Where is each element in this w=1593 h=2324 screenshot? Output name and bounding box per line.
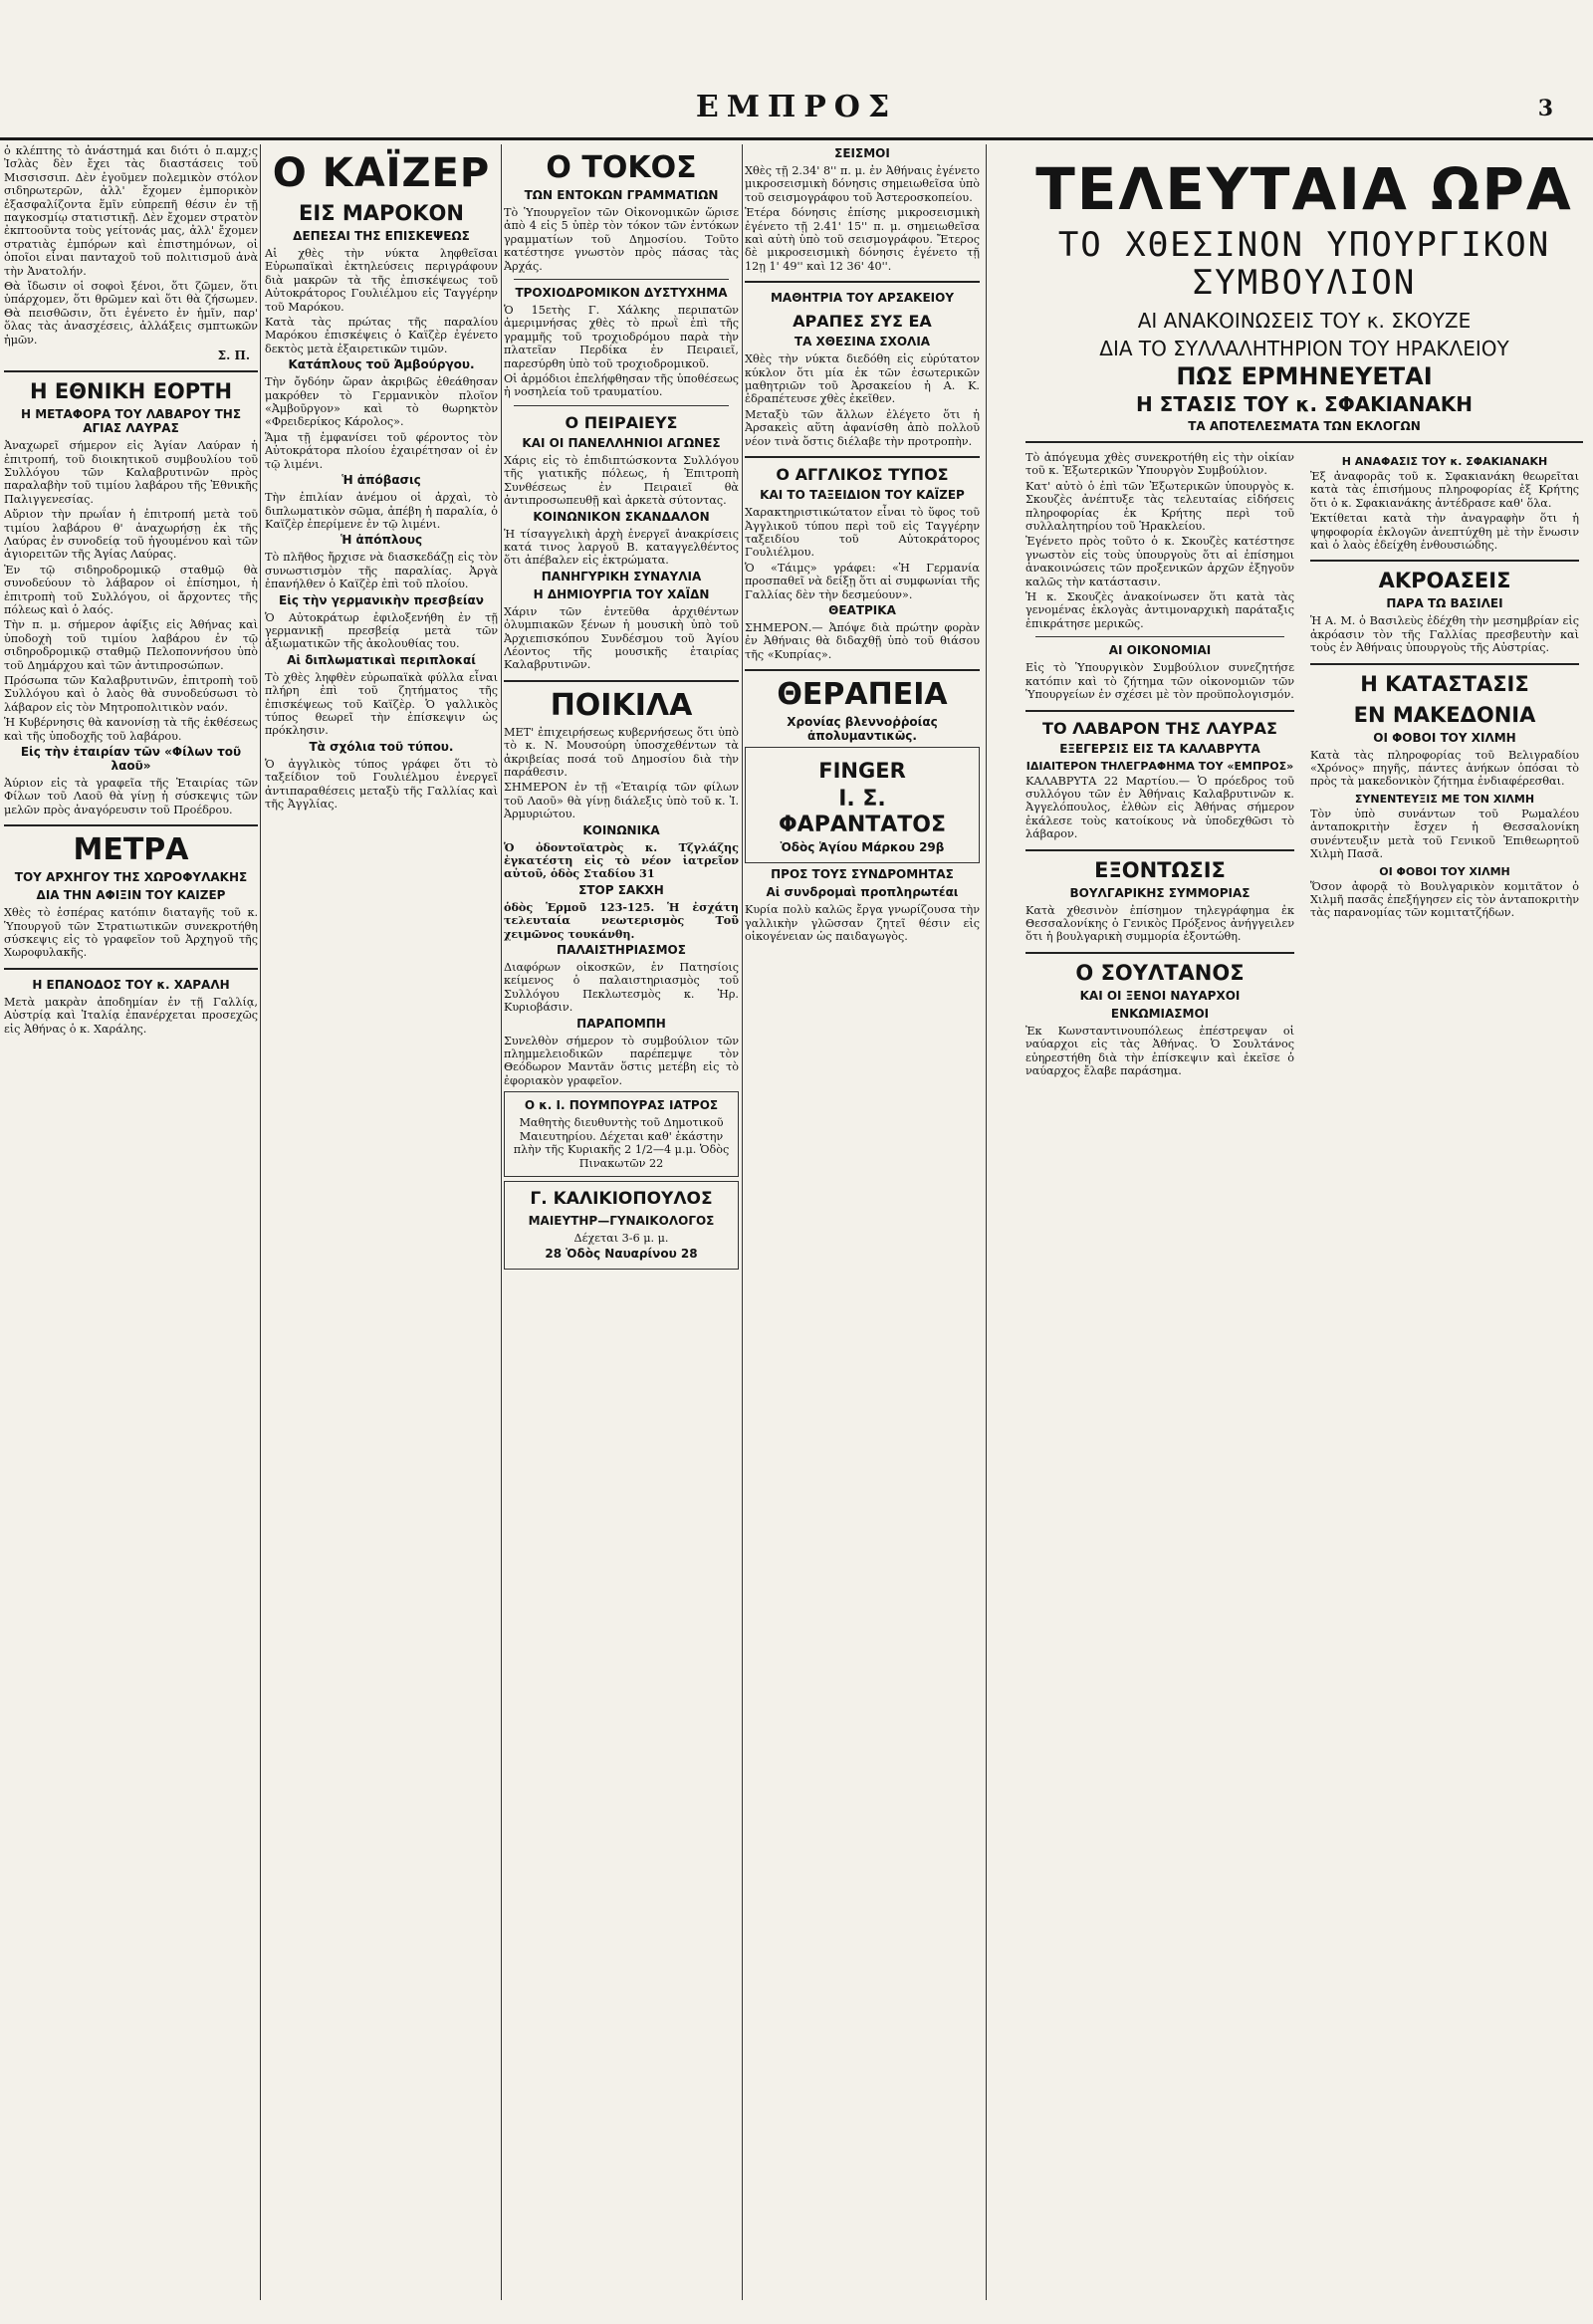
subheadline: ΟΙ ΦΟΒΟΙ ΤΟΥ ΧΙΛΜΗ	[1373, 730, 1516, 745]
article-text: Αὔριον τὴν πρωΐαν ἡ ἐπιτροπή μετὰ τοῦ τιμίου λαβάρου θ' ἀναχωρήσῃ ἐκ τῆς Λαύρας ἐν συνοδείᾳ τοῦ ἡγουμένου καὶ τῶν ἁγιορειτῶν τῆς Ἁγίας Λαύρας.	[4, 508, 258, 562]
ad-text: Μαθητὴς διευθυντὴς τοῦ Δημοτικοῦ Μαιευτηρίου. Δέχεται καθ' ἑκάστην πλὴν τῆς Κυριακῆς 2 1/2—4 μ.μ. Ὁδὸς Πινακωτῶν 22	[513, 1116, 730, 1170]
article-text: Ἐξ ἀναφορᾶς τοῦ κ. Σφακιανάκη θεωρεῖται κατὰ τὰς ἐπισήμους πληροφορίας ἐξ Κρήτης ὅτι ὁ κ. Σφακιανάκης ἀντέδρασε καθ' ὅλα.	[1310, 470, 1579, 510]
article-text: Κατ' αὐτὸ ὁ ἐπὶ τῶν Ἐξωτερικῶν ὑπουργὸς κ. Σκουζὲς ἀνέπτυξε τὰς τελευταίας εἰδήσεις πληροφορίας ἐκ Κρήτης περὶ τοῦ συλλαλητηρίου τοῦ Ἡρακλείου.	[1025, 479, 1294, 534]
ad-title: FINGER	[818, 759, 906, 784]
article-text: Χάρις εἰς τὸ ἐπιδιπτώσκοντα Συλλόγου τῆς γιατικῆς πόλεως, ἡ Ἑπιτροπὴ Συνθέσεως ἐν Πειραιεῖ θὰ ἀντιπροσωπευθῇ καὶ ἀρκετὰ σύτοντας.	[504, 453, 739, 508]
article-text: ΜΕΤ' ἐπιχειρήσεως κυβερνήσεως ὅτι ὑπὸ τὸ κ. Ν. Μουσούρη ὑποσχεθέντων τὰ ἀκριβείας ποσά τοῦ Δημοσίου διὰ τὴν παράθεσιν.	[504, 725, 739, 779]
column-rule	[260, 144, 261, 2300]
subheadline: ΤΩΝ ΕΝΤΟΚΩΝ ΓΡΑΜΜΑΤΙΩΝ	[524, 188, 719, 202]
article-text: Κατὰ τὰς πληροφορίας τοῦ Βελιγραδίου «Χρόνος» πηγῆς, πάντες ἀνήκων ὁπόσαι τὸ πρὸς τὰ μακεδονικὸν ζήτημα ἐνδιαφέρεσθαι.	[1310, 748, 1579, 789]
subheadline: ΤΑ ΑΠΟΤΕΛΕΣΜΑΤΑ ΤΩΝ ΕΚΛΟΓΩΝ	[1188, 419, 1421, 433]
top-rule	[0, 137, 1593, 140]
headline: Ο ΣΟΥΛΤΑΝΟΣ	[1075, 960, 1245, 985]
subheadline: ΔΕΠΕΣΑΙ ΤΗΣ ΕΠΙΣΚΕΨΕΩΣ	[293, 229, 470, 243]
signature: Σ. Π.	[217, 349, 250, 363]
masthead	[0, 90, 1593, 139]
subheadline: Αἱ συνδρομαὶ προπληρωτέαι	[766, 885, 959, 900]
advertisement	[504, 1091, 739, 1177]
subheadline: ΤΑ ΧΘΕΣΙΝΑ ΣΧΟΛΙΑ	[794, 335, 931, 349]
column-rule	[986, 144, 987, 2300]
headline: ΤΟ ΛΑΒΑΡΟΝ ΤΗΣ ΛΑΥΡΑΣ	[1042, 718, 1277, 738]
subheadline: ΠΩΣ ΕΡΜΗΝΕΥΕΤΑΙ	[1176, 362, 1433, 390]
subheadline: Εἰς τὴν ἑταιρίαν τῶν «Φίλων τοῦ λαοῦ»	[20, 745, 242, 774]
article-text: Ἀναχωρεῖ σήμερον εἰς Ἁγίαν Λαύραν ἡ ἐπιτροπή, τοῦ διοικητικοῦ συμβουλίου τοῦ Συλλόγου τῶν Καλαβρυτινῶν πρὸς παραλαβὴν τοῦ τιμίου λαβάρου τῆς Ἐθνικῆς Παλιγγενεσίας.	[4, 439, 258, 506]
article-text: Χθὲς τὴν νύκτα διεδόθη εἰς εὐρύτατον κύκλον ὅτι μία ἐκ τῶν ἐσωτερικῶν μαθητριῶν τοῦ Ἀρσακείου ἡ Α. Κ. ἐδραπέτευσε χθὲς ἐκεῖθεν.	[745, 352, 980, 406]
article-text: Χθὲς τὸ ἑσπέρας κατόπιν διαταγῆς τοῦ κ. Ὑπουργοῦ τῶν Στρατιωτικῶν συνεκροτήθη σύσκεψις εἰς τὸ γραφεῖον τοῦ Ἀρχηγοῦ τῆς Χωροφυλακῆς.	[4, 906, 258, 960]
subheadline: Η ΕΠΑΝΟΔΟΣ ΤΟΥ κ. ΧΑΡΑΛΗ	[32, 977, 230, 992]
advertisement	[745, 747, 980, 863]
subheadline: ΠΑΡΑ ΤΩ ΒΑΣΙΛΕΙ	[1386, 596, 1503, 611]
divider	[1025, 849, 1294, 851]
headline: Η ΚΑΤΑΣΤΑΣΙΣ	[1360, 671, 1529, 696]
subheadline: ΑΙ ΟΙΚΟΝΟΜΙΑΙ	[1108, 643, 1212, 658]
subheadline: ΔΙΑ ΤΟ ΣΥΛΛΑΛΗΤΗΡΙΟΝ ΤΟΥ ΗΡΑΚΛΕΙΟΥ	[1099, 337, 1509, 360]
subheadline: ΠΑΡΑΠΟΜΠΗ	[576, 1016, 666, 1031]
headline: ΑΡΑΠΕΣ ΣΥΣ ΕΑ	[793, 312, 932, 332]
article-text: Τὴν ἐπιλίαν ἀνέμου οἱ ἀρχαὶ, τὸ διπλωματικὸν σῶμα, ἀπέβη ἡ παραλία, ὁ Καϊζὲρ ἐπερίμενε ἐν τῷ λιμένι.	[265, 491, 498, 531]
subheadline: Κατάπλους τοῦ Ἀμβούργου.	[288, 357, 475, 372]
ad-text: ὁδὸς Ἑρμοῦ 123-125. Ἡ ἐσχάτη τελευταία νεωτερισμὸς Τοῦ χειμῶνος τουκάνθη.	[504, 899, 739, 941]
article-text: Αἱ χθὲς τὴν νύκτα ληφθεῖσαι Εὐρωπαϊκαὶ ἐκτηλεύσεις περιγράφουν διὰ μακρῶν τὰ τῆς ἐπισκέψεως τοῦ Αὐτοκράτορος Γουλιέλμου εἰς Ταγγέρην τοῦ Μαρόκου.	[265, 247, 498, 314]
headline: ΕΞΟΝΤΩΣΙΣ	[1094, 857, 1226, 882]
article-text: Ὁ ἀγγλικὸς τύπος γράφει ὅτι τὸ ταξείδιον τοῦ Γουλιέλμου ἐνεργεῖ ἀντιπαραθέσεις μεταξὺ τῆς Γαλλίας καὶ τῆς Ἀγγλίας.	[265, 757, 498, 811]
newspaper-title: ΕΜΠΡΟΣ	[695, 90, 898, 124]
divider	[4, 370, 258, 372]
article-text: Ἡ τίσαγγελικὴ ἀρχὴ ἐνεργεῖ ἀνακρίσεις κατά τινος λαργοῦ Β. καταγγελθέντος ὅτι ἀπέβαλεν εἰς ἐκτρώματα.	[504, 527, 739, 568]
article-text: Ὅσον ἀφορᾷ τὸ Βουλγαρικὸν κομιτᾶτον ὁ Χιλμῆ πασᾶς ἐπεξήγησεν εἰς τὸν ἀνταποκριτὴν τὰς παρανομίας τῶν κομιτατζήδων.	[1310, 879, 1579, 920]
subheadline: ΚΑΙ ΤΟ ΤΑΞΕΙΔΙΟΝ ΤΟΥ ΚΑΪΖΕΡ	[760, 488, 965, 503]
headline: ΜΕΤΡΑ	[73, 832, 189, 868]
divider	[1025, 952, 1294, 954]
article-text: Τὴν ὄγδόην ὥραν ἀκριβῶς ἐθεάθησαν μακρόθεν τὸ Γερμανικὸν πλοῖον «Ἀμβοῦργον» καὶ τὸ θωρηκτὸν «Φρειδερίκος Κάρολος».	[265, 375, 498, 429]
article-text: Χθὲς τῇ 2.34' 8'' π. μ. ἐν Ἀθήναις ἐγένετο μικροσεισμικὴ δόνησις σημειωθεῖσα ὑπὸ τοῦ σεισμογράφου τοῦ Ἀστεροσκοπείου.	[745, 164, 980, 204]
headline: ΕΝ ΜΑΚΕΔΟΝΙΑ	[1353, 702, 1536, 727]
article-text: Οἱ ἀρμόδιοι ἐπελήφθησαν τῆς ὑποθέσεως ἡ νοσηλεία τοῦ τραυματίου.	[504, 372, 739, 399]
page-number: 3	[1537, 96, 1553, 121]
article-text: Τὸ Ὑπουργεῖον τῶν Οἰκονομικῶν ὥρισε ἀπὸ 4 εἰς 5 ὑπὲρ τὸν τόκον τῶν ἐντόκων γραμματίων τοῦ Δημοσίου. Τοῦτο κατέστησε γνωστὸν πρὸς πάσας τὰς Ἀρχάς.	[504, 206, 739, 273]
headline: Ο ΠΕΙΡΑΙΕΥΣ	[565, 412, 678, 432]
article-text: Ἡ κ. Σκουζὲς ἀνακοίνωσεν ὅτι κατὰ τὰς γενομένας ἐκλογὰς ἀντιμοναρχικὴ παράταξις ἐπικράτησε μερικῶς.	[1025, 590, 1294, 630]
headline: ΕΙΣ ΜΑΡΟΚΟΝ	[299, 201, 464, 225]
subheadline: ΙΔΙΑΙΤΕΡΟΝ ΤΗΛΕΓΡΑΦΗΜΑ ΤΟΥ «ΕΜΠΡΟΣ»	[1025, 759, 1294, 773]
ad-text: Δέχεται 3-6 μ. μ.	[573, 1231, 669, 1245]
article-text: Κατὰ τὰς πρώτας τῆς παραλίου Μαρόκου ἐπισκέψεις ὁ Καϊζὲρ ἐγένετο δεκτὸς μετὰ ἐξαιρετικῶν τιμῶν.	[265, 316, 498, 355]
headline: Η ΕΘΝΙΚΗ ΕΟΡΤΗ	[29, 379, 233, 404]
article-text: Μεταξὺ τῶν ἄλλων ἐλέγετο ὅτι ἡ Ἀρσακεὶς αὕτη ἀφανίσθη ἀπὸ πολλοῦ νέον τινὰ ὅστις διέλαβε τὴν προτροπὴν.	[745, 407, 980, 448]
subheadline: Η ΔΗΜΙΟΥΡΓΙΑ ΤΟΥ ΧΑΪΔΝ	[533, 586, 710, 601]
article-text: ΚΑΛΑΒΡΥΤΑ 22 Μαρτίου.— Ὁ πρόεδρος τοῦ συλλόγου τῶν ἐν Ἀθήναις Καλαβρυτινῶν κ. Ἀγγελόπουλος, ἐλθὼν εἰς Ἀθήνας σήμερον ἐκάλεσε τοὺς κατοίκους νὰ ὑποδεχθῶσι τὸ λάβαρον.	[1025, 774, 1294, 841]
divider	[1035, 636, 1284, 637]
column-4	[745, 144, 980, 2300]
article-text: ΣΗΜΕΡΟΝ.— Ἀπόψε διὰ πρώτην φορὰν ἐν Ἀθήναις θὰ διδαχθῇ ὑπὸ τοῦ θιάσου τῆς «Κυπρίας».	[745, 620, 980, 661]
article-text: Κυρία πολὺ καλῶς ἔργα γνωρίζουσα τὴν γαλλικὴν γλῶσσαν ζητεῖ θέσιν εἰς οἰκογένειαν ὡς παιδαγωγὸς.	[745, 903, 980, 943]
divider	[1310, 560, 1579, 562]
subheadline: Η ΣΤΑΣΙΣ ΤΟΥ κ. ΣΦΑΚΙΑΝΑΚΗ	[1135, 392, 1474, 416]
ad-name: Ι. Σ. ΦΑΡΑΝΤΑΤΟΣ	[778, 787, 947, 838]
divider	[1025, 710, 1294, 712]
subheadline: ΣΥΝΕΝΤΕΥΞΙΣ ΜΕ ΤΟΝ ΧΙΛΜΗ	[1354, 792, 1535, 806]
headline: Ο ΚΑΪΖΕΡ	[272, 150, 491, 196]
article-text: Ἐγένετο πρὸς τοῦτο ὁ κ. Σκουζὲς κατέστησε γνωστὸν εἰς τοὺς ὑπουργοὺς ὅτι αἱ ἐπίσημοι ἀνακοινώσεις τῶν προξενικῶν ἀρχῶν ἐξηγοῦν καλῶς τὴν κατάστασιν.	[1025, 535, 1294, 588]
article-text: Ἐκ Κωνσταντινουπόλεως ἐπέστρεψαν οἱ ναύαρχοι εἰς τὰς Ἀθήνας. Ὁ Σουλτάνος εὐηρεστήθη διὰ τὴν ἐπίσκεψιν καὶ ἐκεῖσε ὁ ναύαρχος ἔλαβε παράσημα.	[1025, 1024, 1294, 1077]
divider	[504, 680, 739, 682]
ad-text: Ὁ ὀδοντοϊατρὸς κ. Τζγλάζης ἐγκατέστη εἰς τὸ νέον ἰατρεῖον αὐτοῦ, ὁδὸς Σταδίου 31	[504, 839, 739, 881]
subheadline: ΒΟΥΛΓΑΡΙΚΗΣ ΣΥΜΜΟΡΙΑΣ	[1069, 885, 1251, 900]
subheadline: ΚΟΙΝΩΝΙΚΟΝ ΣΚΑΝΔΑΛΟΝ	[533, 509, 710, 524]
divider	[1310, 663, 1579, 665]
article-text: Ἡ Α. Μ. ὁ Βασιλεὺς ἐδέχθη τὴν μεσημβρίαν εἰς ἀκρόασιν τὸν τῆς Γαλλίας πρεσβευτὴν καὶ τοὺς ἐν Ἀθήναις ὑπουργοὺς τῆς Αὐστρίας.	[1310, 614, 1579, 655]
subheadline: ΕΞΕΓΕΡΣΙΣ ΕΙΣ ΤΑ ΚΑΛΑΒΡΥΤΑ	[1059, 741, 1260, 756]
article-text: Ὁ 15ετὴς Γ. Χάλκης περιπατῶν ἀμεριμνήσας χθὲς τὸ πρωῒ ἐπὶ τῆς γραμμῆς τοῦ τροχιοδρόμου παρὰ τὴν πλατεῖαν Περδίκα ἐν Πειραιεῖ, παρεσύρθη ὑπὸ τοῦ τροχιοδρομικοῦ.	[504, 304, 739, 370]
article-text: Τὸ χθὲς ληφθὲν εὐρωπαϊκὰ φύλλα εἶναι πλήρη ἐπὶ τοῦ ζητήματος τῆς ἐπισκέψεως τοῦ Καϊζὲρ. Ὁ γαλλικὸς τύπος θεωρεῖ τὴν ἐπίσκεψιν ὡς πρόκλησιν.	[265, 670, 498, 738]
article-text: Ἑτέρα δόνησις ἐπίσης μικροσεισμικὴ ἐγένετο τῇ 2.41' 15'' π. μ. σημειωθεῖσα καὶ αὐτὴ ὑπὸ τοῦ σεισμογράφου. Ἔτερος δὲ μικροσεισμικὴ δόνησις ἐγένετο τῇ 12ῃ 1' 49'' καὶ 12 36' 40''.	[745, 206, 980, 273]
subheadline: ΚΑΙ ΟΙ ΠΑΝΕΛΛΗΝΙΟΙ ΑΓΩΝΕΣ	[522, 435, 721, 450]
subheadline: ΣΤΟΡ ΣΑΚΧΗ	[578, 882, 664, 897]
article-text: Πρόσωπα τῶν Καλαβρυτινῶν, ἐπιτροπὴ τοῦ Συλλόγου καὶ ὁ λαὸς θὰ συνοδεύσωσι τὸ λάβαρον εἰς τὸν Μητροπολιτικὸν ναόν.	[4, 674, 258, 714]
article-text: Μετὰ μακρὰν ἀποδημίαν ἐν τῇ Γαλλίᾳ, Αὐστρίᾳ καὶ Ἰταλίᾳ ἐπανέρχεται προσεχῶς εἰς Ἀθήνας ὁ κ. Χαράλης.	[4, 995, 258, 1036]
divider	[1025, 441, 1583, 443]
article-text: Διαφόρων οἰκοσκῶν, ἐν Πατησίοις κείμενος ὁ παλαιστηριασμὸς τοῦ Συλλόγου Πεκλωτεσμὸς κ. Ἠρ. Κυριοβάσιν.	[504, 961, 739, 1015]
subheadline: ΤΟΥ ΑΡΧΗΓΟΥ ΤΗΣ ΧΩΡΟΦΥΛΑΚΗΣ	[14, 870, 248, 885]
divider	[745, 669, 980, 671]
article-text: Τὸν ὑπὸ συνάντων τοῦ Ρωμαλέου ἀνταποκριτὴν ἔσχεν ἡ Θεσσαλονίκη συνέντευξιν μετὰ τοῦ Γενικοῦ Ἐπιθεωρητοῦ Χιλμὴ Πασᾶ.	[1310, 807, 1579, 861]
subheadline: Ἡ ἀπόπλους	[340, 533, 423, 548]
subheadline: ΕΝΚΩΜΙΑΣΜΟΙ	[1110, 1006, 1210, 1021]
advertisement	[504, 1181, 739, 1270]
headline: Ο ΑΓΓΛΙΚΟΣ ΤΥΠΟΣ	[776, 465, 949, 485]
article-text: Χαρακτηριστικώτατον εἶναι τὸ ὕφος τοῦ Ἀγγλικοῦ τύπου περὶ τοῦ εἰς Ταγγέρην ταξειδίου τοῦ Αὐτοκράτορος Γουλιέλμου.	[745, 506, 980, 560]
subheadline: Αἱ διπλωματικαὶ περιπλοκαί	[287, 652, 476, 667]
divider	[745, 281, 980, 283]
divider	[514, 405, 729, 406]
subheadline: ΤΡΟΧΙΟΔΡΟΜΙΚΟΝ ΔΥΣΤΥΧΗΜΑ	[515, 286, 728, 301]
column-1	[4, 144, 258, 2300]
column-rule	[501, 144, 502, 2300]
article-text: Τὸ πλῆθος ἤρχισε νὰ διασκεδάζῃ εἰς τὸν συνωστισμὸν τῆς παραλίας. Ἀργὰ ἐπανήλθεν ὁ Καϊζὲρ ἐπὶ τοῦ πλοίου.	[265, 551, 498, 591]
ad-address: Ὁδὸς Ἁγίου Μάρκου 29β	[780, 840, 945, 855]
divider	[4, 968, 258, 970]
column-5	[1025, 144, 1583, 2300]
subheadline: ΠΡΟΣ ΤΟΥΣ ΣΥΝΔΡΟΜΗΤΑΣ	[771, 867, 954, 882]
article-text: Ὁ Αὐτοκράτωρ ἐφιλοξενήθη ἐν τῇ γερμανικῇ πρεσβείᾳ μετὰ τῶν ἀξιωματικῶν τῆς ἀκολουθίας του.	[265, 610, 498, 651]
subheadline: ΑΙ ΑΝΑΚΟΙΝΩΣΕΙΣ ΤΟΥ κ. ΣΚΟΥΖΕ	[1137, 309, 1472, 333]
divider	[745, 456, 980, 458]
sub-column-right	[1310, 451, 1579, 922]
article-text: Ἐκτίθεται κατὰ τὴν ἀναγραφὴν ὅτι ἡ ψηφοφορία ἐκλογῶν ἀνεπτύχθη μὲ τὴν ἔνωσιν καὶ ὁ λαὸς ἐδείχθη ἐνθουσιώδης.	[1310, 512, 1579, 553]
article-text: Χάριν τῶν ἐντεῦθα ἀρχιθέντων ὀλυμπιακῶν ξένων ἡ μουσικὴ ὑπὸ τοῦ Ἀρχιεπισκόπου Συνδέσμου τοῦ Ἁγίου Λέοντος τῆς μουσικῆς ἐταιρίας Καλαβρυτινῶν.	[504, 604, 739, 672]
ad-subtitle: ΜΑΙΕΥΤΗΡ—ΓΥΝΑΙΚΟΛΟΓΟΣ	[528, 1213, 715, 1228]
subheadline: Χρονίας βλεννοῤῥοίας ἀπολυμαντικῶς.	[787, 715, 938, 744]
headline: ΤΟ ΧΘΕΣΙΝΟΝ ΥΠΟΥΡΓΙΚΟΝ ΣΥΜΒΟΥΛΙΟΝ	[1057, 225, 1551, 303]
headline: ΠΟΙΚΙΛΑ	[550, 687, 693, 723]
subheadline: Ἡ ἀπόβασις	[341, 473, 421, 488]
subheadline: ΟΙ ΦΟΒΟΙ ΤΟΥ ΧΙΛΜΗ	[1379, 864, 1510, 878]
headline: ΘΕΡΑΠΕΙΑ	[777, 677, 948, 713]
article-text: Ἐν τῷ σιδηροδρομικῷ σταθμῷ θὰ συνοδεύουν τὸ λάβαρον οἱ ἐπίσημοι, ἡ ἐπιτροπὴ τοῦ Συλλόγου, οἱ ἄρχοντες τῆς πόλεως καὶ ὁ λαός.	[4, 563, 258, 616]
column-3	[504, 144, 739, 2300]
subheadline: ΘΕΑΤΡΙΚΑ	[828, 602, 896, 617]
subheadline: ΣΕΙΣΜΟΙ	[834, 146, 890, 160]
subheadline: Η ΑΝΑΦΑΣΙΣ ΤΟΥ κ. ΣΦΑΚΙΑΝΑΚΗ	[1341, 455, 1548, 468]
headline: Ο ΤΟΚΟΣ	[546, 150, 697, 185]
column-2	[265, 144, 498, 2300]
subheadline: ΠΑΛΑΙΣΤΗΡΙΑΣΜΟΣ	[557, 943, 686, 958]
headline: ΤΕΛΕΥΤΑΙΑ ΩΡΑ	[1035, 155, 1573, 223]
article-text: Εἰς τὸ Ὑπουργικὸν Συμβούλιον συνεζητήσε κατόπιν καὶ τὸ ζήτημα τῶν οἰκονομιῶν τῶν Ὑπουργείων ἐν σχέσει μὲ τὸν προϋπολογισμόν.	[1025, 661, 1294, 702]
subheadline: Εἰς τὴν γερμανικὴν πρεσβείαν	[279, 592, 484, 607]
subheadline: Τὰ σχόλια τοῦ τύπου.	[309, 739, 454, 754]
divider	[4, 824, 258, 826]
subheadline: ΜΑΘΗΤΡΙΑ ΤΟΥ ΑΡΣΑΚΕΙΟΥ	[770, 291, 955, 306]
article-text: Θὰ ἴδωσιν οἱ σοφοὶ ξένοι, ὅτι ζῶμεν, ὅτι ὑπάρχομεν, ὅτι θρῶμεν καὶ ὅτι θὰ ζήσωμεν. Θὰ πεισθῶσιν, ὅτι ἐγένετο ἐν ἡμῖν, παρ' ὅλας τὰς ἀνασχέσεις, ἀλλάξεις σμπτωκῶν ἡμῶν.	[4, 280, 258, 347]
article-text: ὁ κλέπτης τὸ ἀνάστημά και διότι ὁ π.αμχ;ς Ἰσλὰς δὲν ἔχει τὰς διαστάσεις τοῦ Μισσισσιπ. Δὲν ἐγοῦμεν πολεμικὸν στόλον σιδηρωτερῶν, ἀλλ' ἔχομεν ἐμπορικὸν ἐξασφαλίζοντα ἕμῖν εὐπρεπῆ θέσιν ἐν τῇ παγκοσμίῳ στατιστικῇ. Δὲν ἔχομεν στρατὸν ἐκπτοοῦντα τοὺς γείτονάς μας, ἀλλ' ἔχομεν στρατιὰς ἐμπόρων καὶ ἐπιστημόνων, οἱ ὁποῖοι εἶναι πανταχοῦ τοῦ πολιτισμοῦ ἀνὰ τὴν Ἀνατολήν.	[4, 144, 258, 278]
headline: ΑΚΡΟΑΣΕΙΣ	[1378, 569, 1511, 593]
article-text: Κατὰ χθεσινὸν ἐπίσημον τηλεγράφημα ἐκ Θεσσαλονίκης ὁ Γενικὸς Πρόξενος ἀνήγγειλεν ὅτι ἡ βουλγαρικὴ συμμορία ἐξοντώθη.	[1025, 903, 1294, 944]
column-rule	[742, 144, 743, 2300]
article-text: ΣΗΜΕΡΟΝ ἐν τῇ «Ἑταιρίᾳ τῶν φίλων τοῦ Λαοῦ» θὰ γίνῃ διάλεξις ὑπὸ τοῦ κ. Ἰ. Ἀρμυριώτου.	[504, 781, 739, 821]
subheadline: Η ΜΕΤΑΦΟΡΑ ΤΟΥ ΛΑΒΑΡΟΥ ΤΗΣ ΑΓΙΑΣ ΛΑΥΡΑΣ	[20, 407, 242, 436]
article-text: Ἡ Κυβέρνησις θὰ κανονίσῃ τὰ τῆς ἐκθέσεως καὶ τῆς ὑποδοχῆς τοῦ λαβάρου.	[4, 716, 258, 743]
subheadline: ΠΑΝΗΓΥΡΙΚΗ ΣΥΝΑΥΛΙΑ	[541, 569, 702, 583]
subheadline: ΚΟΙΝΩΝΙΚΑ	[582, 822, 660, 837]
article-text: Ἅμα τῇ ἐμφανίσει τοῦ φέροντος τὸν Αὐτοκράτορα πλοίου ἐχαιρέτησαν οἱ ἐν τῷ λιμένι.	[265, 430, 498, 471]
subheadline: ΚΑΙ ΟΙ ΞΕΝΟΙ ΝΑΥΑΡΧΟΙ	[1079, 988, 1241, 1003]
article-text: Συνελθὸν σήμερον τὸ συμβούλιον τῶν πλημμελειοδικῶν παρέπεμψε τὸν Θεόδωρον Μαντᾶν ὅστις μετέβη εἰς τὸ ἐφοριακὸν γραφεῖον.	[504, 1034, 739, 1087]
sub-column-left	[1025, 451, 1294, 1079]
ad-address: 28 Ὁδὸς Ναυαρίνου 28	[545, 1247, 698, 1262]
article-text: Τὸ ἀπόγευμα χθὲς συνεκροτήθη εἰς τὴν οἰκίαν τοῦ κ. Ἐξωτερικῶν Ὑπουργὸν Συμβούλιον.	[1025, 451, 1294, 478]
article-text: Ἀύριον εἰς τὰ γραφεῖα τῆς Ἑταιρίας τῶν Φίλων τοῦ Λαοῦ θὰ γίνῃ ἡ σύσκεψις τῶν μελῶν πρὸς ἀναγόρευσιν τοῦ Προέδρου.	[4, 777, 258, 816]
article-text: Ὁ «Τάιμς» γράφει: «Ἡ Γερμανία προσπαθεῖ νὰ δείξῃ ὅτι αἱ συμφωνίαι τῆς Γαλλίας δὲν τὴν δεσμεύουν».	[745, 561, 980, 601]
ad-title: Γ. ΚΑΛΙΚΙΟΠΟΥΛΟΣ	[530, 1188, 713, 1209]
divider	[514, 279, 729, 280]
subheadline: ΔΙΑ ΤΗΝ ΑΦΙΞΙΝ ΤΟΥ ΚΑΙΖΕΡ	[36, 888, 226, 903]
article-text: Τὴν π. μ. σήμερον ἀφίξις εἰς Ἀθήνας καὶ ὑποδοχὴ τοῦ τιμίου λαβάρου ἐν τῷ σιδηροδρομικῷ σταθμῷ Πελοποννήσου ὑπὸ τοῦ Δημάρχου καὶ τῶν ἀντιπροσώπων.	[4, 618, 258, 672]
ad-title: Ο κ. Ι. ΠΟΥΜΠΟΥΡΑΣ ΙΑΤΡΟΣ	[524, 1098, 719, 1113]
